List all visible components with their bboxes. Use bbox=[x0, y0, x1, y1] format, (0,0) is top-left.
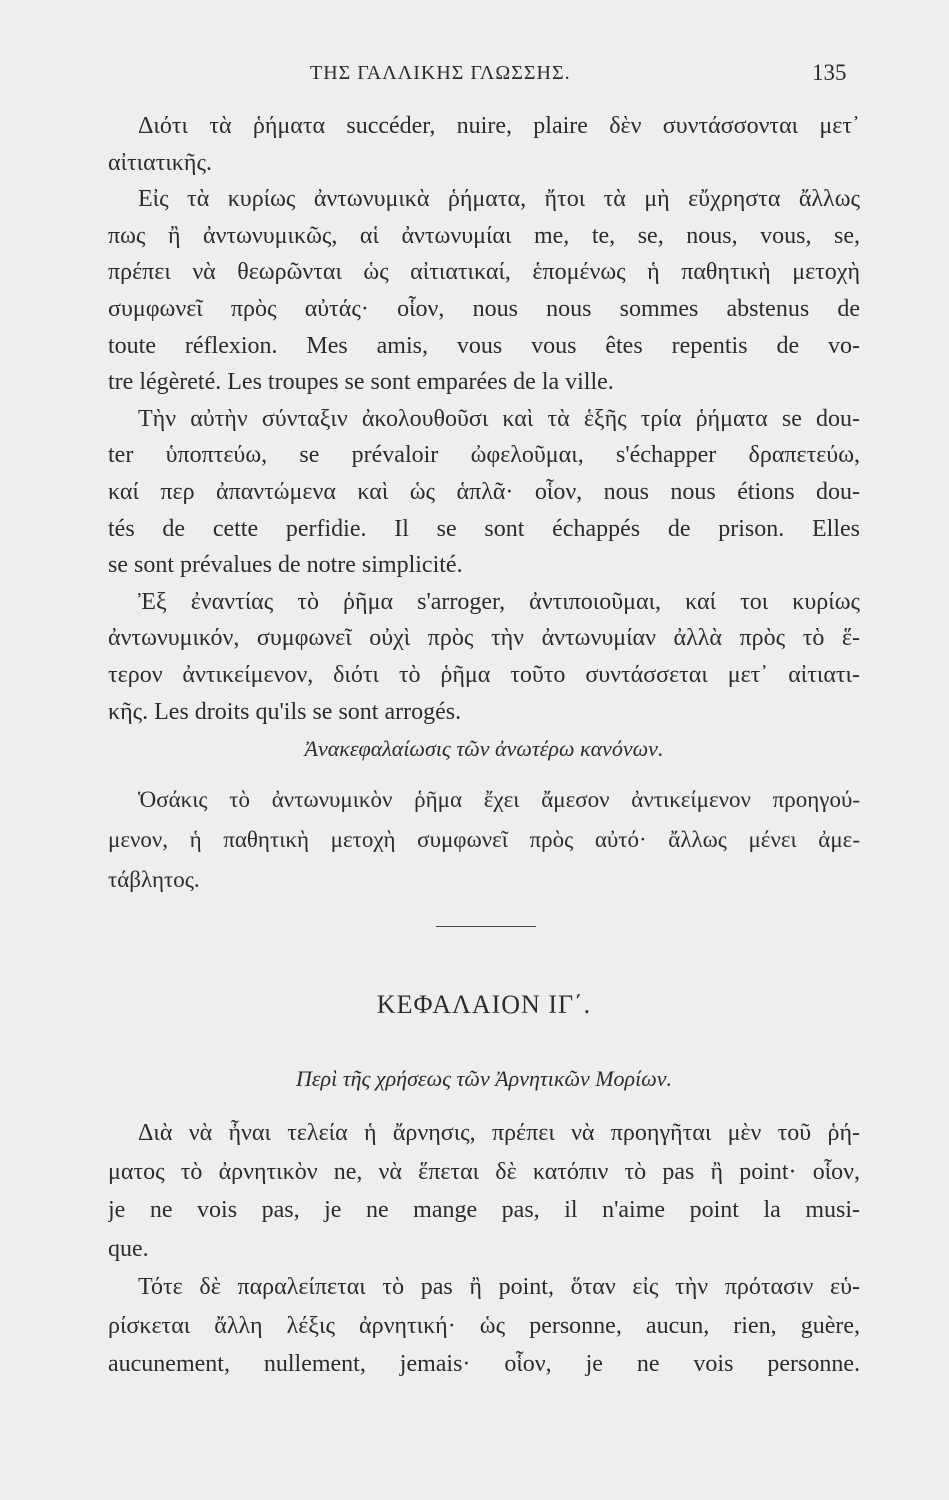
text-line: je ne vois pas, je ne mange pas, il n'aime point la musi- bbox=[108, 1197, 860, 1223]
text-line: ρίσκεται ἄλλη λέξις ἀρνητική· ὡς personne, aucun, rien, guère, bbox=[108, 1312, 860, 1339]
text-line: tés de cette perfidie. Il se sont échappés de prison. Elles bbox=[108, 515, 860, 542]
text-line: Τὴν αὐτὴν σύνταξιν ἀκολουθοῦσι καὶ τὰ ἑξῆς τρία ῥήματα se dou- bbox=[138, 405, 860, 432]
text-line: καί περ ἀπαντώμενα καὶ ὡς ἁπλᾶ· οἷον, nous nous étions dou- bbox=[108, 478, 860, 505]
page-number: 135 bbox=[812, 60, 847, 85]
section-divider bbox=[436, 926, 536, 927]
text-line: τάβλητος. bbox=[108, 867, 200, 892]
text-line: se sont prévalues de notre simplicité. bbox=[108, 552, 463, 579]
chapter-subtitle: Περὶ τῆς χρήσεως τῶν Ἀρνητικῶν Μορίων. bbox=[295, 1066, 673, 1091]
text-line: Ἐξ ἐναντίας τὸ ῥῆμα s'arroger, ἀντιποιοῦμαι, καί τοι κυρίως bbox=[138, 588, 860, 615]
text-line: κῆς. Les droits qu'ils se sont arrogés. bbox=[108, 698, 462, 725]
body-section-pronominal-verbs bbox=[108, 108, 860, 730]
text-line: αἰτιατικῆς. bbox=[108, 149, 212, 176]
text-line: πρέπει νὰ θεωρῶνται ὡς αἰτιατικαί, ἑπομένως ἡ παθητικὴ μετοχὴ bbox=[108, 259, 860, 286]
summary-heading: Ἀνακεφαλαίωσις τῶν ἀνωτέρω κανόνων. bbox=[304, 736, 664, 761]
text-line: Διὰ νὰ ἦναι τελεία ἡ ἄρνησις, πρέπει νὰ προηγῆται μὲν τοῦ ῥή- bbox=[138, 1120, 860, 1146]
text-line: μενον, ἡ παθητικὴ μετοχὴ συμφωνεῖ πρὸς αὐτό· ἄλλως μένει ἀμε- bbox=[108, 827, 860, 852]
text-line: Διότι τὰ ῥήματα succéder, nuire, plaire δὲν συντάσσονται μετ᾽ bbox=[138, 113, 860, 139]
text-line: aucunement, nullement, jemais· οἷον, je ne vois personne. bbox=[108, 1351, 860, 1377]
chapter-title: ΚΕΦΑΛΑΙΟΝ ΙΓ΄. bbox=[376, 990, 592, 1019]
text-line: que. bbox=[108, 1235, 149, 1262]
text-line: Ὁσάκις τὸ ἀντωνυμικὸν ῥῆμα ἔχει ἄμεσον ἀντικείμενον προηγού- bbox=[138, 787, 860, 812]
text-line: tre légèreté. Les troupes se sont emparées de la ville. bbox=[108, 369, 614, 396]
body-section-negation bbox=[108, 1114, 860, 1384]
text-line: συμφωνεῖ πρὸς αὐτάς· οἷον, nous nous sommes abstenus de bbox=[108, 295, 860, 322]
running-title: ΤΗΣ ΓΑΛΛΙΚΗΣ ΓΛΩΣΣΗΣ. bbox=[310, 62, 571, 84]
text-line: πως ἢ ἀντωνυμικῶς, αἱ ἀντωνυμίαι me, te, se, nous, vous, se, bbox=[108, 222, 860, 249]
page-header bbox=[0, 62, 949, 92]
text-line: toute réflexion. Mes amis, vous vous êtes repentis de vo- bbox=[108, 332, 860, 359]
text-line: Εἰς τὰ κυρίως ἀντωνυμικὰ ῥήματα, ἤτοι τὰ μὴ εὔχρηστα ἄλλως bbox=[138, 186, 860, 213]
text-line: ματος τὸ ἀρνητικὸν ne, νὰ ἕπεται δὲ κατόπιν τὸ pas ἢ point· οἷον, bbox=[108, 1158, 860, 1185]
text-line: ter ὑποπτεύω, se prévaloir ὠφελοῦμαι, s'échapper δραπετεύω, bbox=[108, 442, 860, 469]
text-line: τερον ἀντικείμενον, διότι τὸ ῥῆμα τοῦτο συντάσσεται μετ᾽ αἰτιατι- bbox=[108, 661, 860, 688]
text-line: Τότε δὲ παραλείπεται τὸ pas ἢ point, ὅταν εἰς τὴν πρότασιν εὑ- bbox=[138, 1274, 860, 1300]
body-section-summary bbox=[108, 780, 860, 900]
text-line: ἀντωνυμικόν, συμφωνεῖ οὐχὶ πρὸς τὴν ἀντωνυμίαν ἀλλὰ πρὸς τὸ ἕ- bbox=[108, 625, 860, 652]
